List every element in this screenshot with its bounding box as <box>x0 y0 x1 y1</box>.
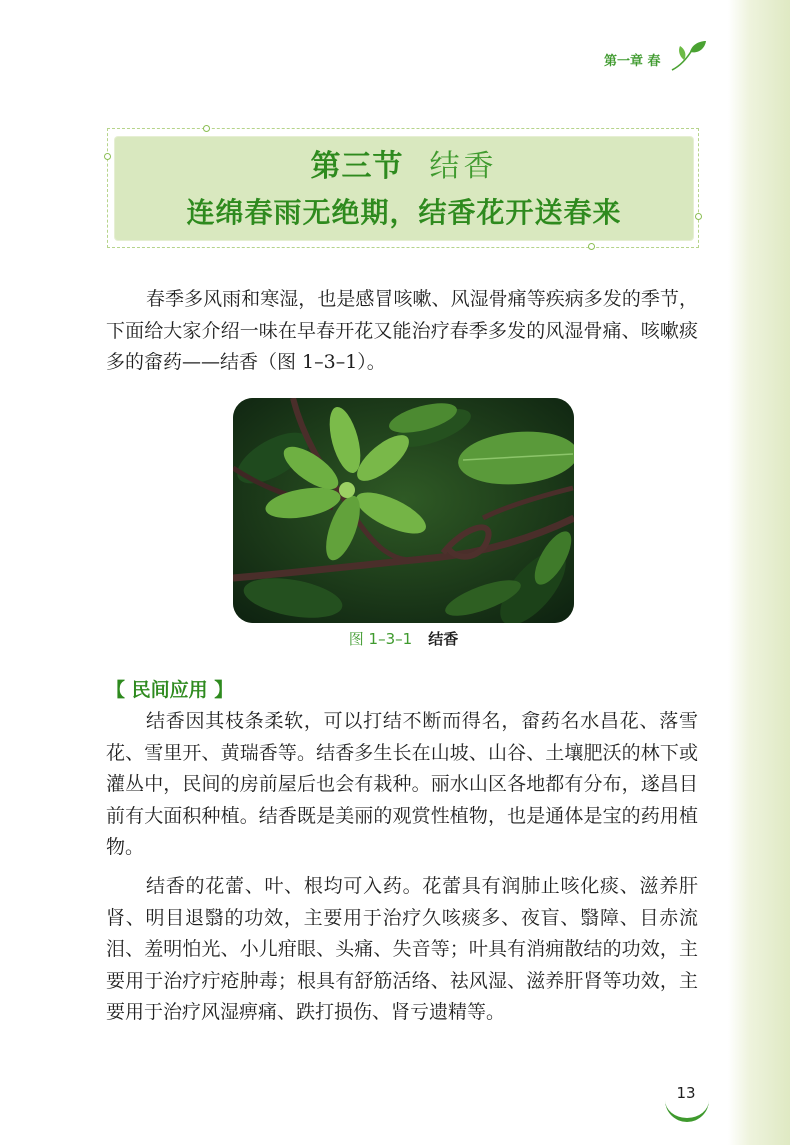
section-subtitle: 连绵春雨无绝期，结香花开送春来 <box>186 196 622 229</box>
figure-number: 图 1–3–1 <box>348 630 413 648</box>
side-decor-band <box>728 0 790 1145</box>
body-paragraph-1: 结香因其枝条柔软，可以打结不断而得名，畲药名水昌花、落雪花、雪里开、黄瑞香等。结香多生长在山坡、山谷、土壤肥沃的林下或灌丛中，民间的房前屋后也会有栽种。丽水山区各地都有分布，遂昌目前有大面积种植。结香既是美丽的观赏性植物，也是通体是宝的药用植物。 <box>106 710 698 858</box>
section-heading: 【 民间应用 】 <box>106 679 234 701</box>
page-number-badge <box>662 1080 712 1130</box>
section-title <box>115 147 693 187</box>
chapter-header <box>604 42 714 76</box>
leaf-icon <box>668 40 708 74</box>
chapter-label: 第一章 春 <box>604 53 661 69</box>
figure-caption <box>233 628 574 650</box>
plant-photo <box>233 398 574 623</box>
figure-caption-text: 结香 <box>428 630 459 648</box>
intro-paragraph: 春季多风雨和寒湿，也是感冒咳嗽、风湿骨痛等疾病多发的季节，下面给大家介绍一味在早春开花又能治疗春季多发的风湿骨痛、咳嗽痰多的畲药——结香（图 1–3–1）。 <box>106 288 698 373</box>
section-name: 结香 <box>429 149 498 184</box>
page-number: 13 <box>676 1084 696 1102</box>
body-paragraph-2: 结香的花蕾、叶、根均可入药。花蕾具有润肺止咳化痰、滋养肝肾、明目退翳的功效，主要用于治疗久咳痰多、夜盲、翳障、目赤流泪、羞明怕光、小儿疳眼、头痛、失音等；叶具有消痈散结的功效，主要用于治疗疔疮肿毒；根具有舒筋活络、祛风湿、滋养肝肾等功效，主要用于治疗风湿痹痛、跌打损伤、肾亏遗精等。 <box>106 875 698 1023</box>
section-number: 第三节 <box>310 149 404 184</box>
